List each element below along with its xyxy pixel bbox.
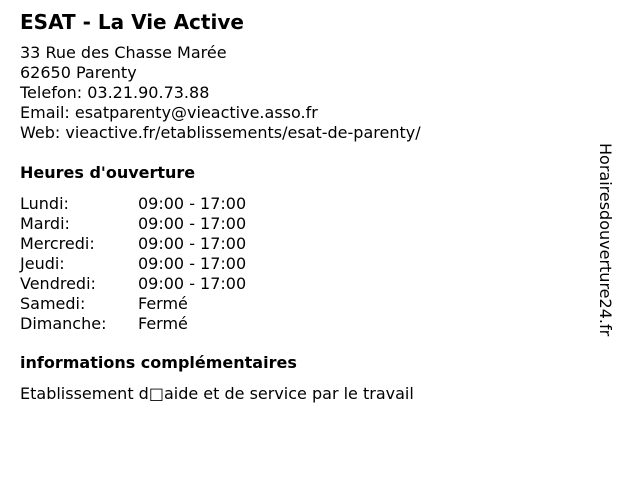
day-hours: 09:00 - 17:00	[138, 194, 247, 213]
day-hours: 09:00 - 17:00	[138, 254, 247, 273]
email-line[interactable]: Email: esatparenty@vieactive.asso.fr	[20, 103, 318, 122]
city-postal-code: 62650 Parenty	[20, 63, 137, 82]
day-label: Mardi:	[20, 214, 70, 233]
day-label: Dimanche:	[20, 314, 107, 333]
day-hours: 09:00 - 17:00	[138, 234, 247, 253]
day-hours: Fermé	[138, 314, 188, 333]
business-name: ESAT - La Vie Active	[20, 10, 244, 34]
opening-hours-heading: Heures d'ouverture	[20, 163, 196, 182]
day-hours: 09:00 - 17:00	[138, 214, 247, 233]
day-hours: 09:00 - 17:00	[138, 274, 247, 293]
street-address: 33 Rue des Chasse Marée	[20, 43, 227, 62]
contact-block	[20, 43, 421, 143]
day-label: Mercredi:	[20, 234, 95, 253]
additional-info-text: Etablissement d□aide et de service par le travail	[20, 384, 414, 403]
day-label: Samedi:	[20, 294, 86, 313]
side-brand-text: Horairesdouverture24.fr	[596, 143, 615, 337]
additional-info-heading: informations complémentaires	[20, 353, 297, 372]
phone-line[interactable]: Telefon: 03.21.90.73.88	[20, 83, 210, 102]
side-brand-watermark	[578, 130, 632, 350]
day-hours: Fermé	[138, 294, 188, 313]
day-label: Vendredi:	[20, 274, 96, 293]
day-label: Lundi:	[20, 194, 69, 213]
day-label: Jeudi:	[20, 254, 65, 273]
website-line[interactable]: Web: vieactive.fr/etablissements/esat-de-parenty/	[20, 123, 421, 142]
